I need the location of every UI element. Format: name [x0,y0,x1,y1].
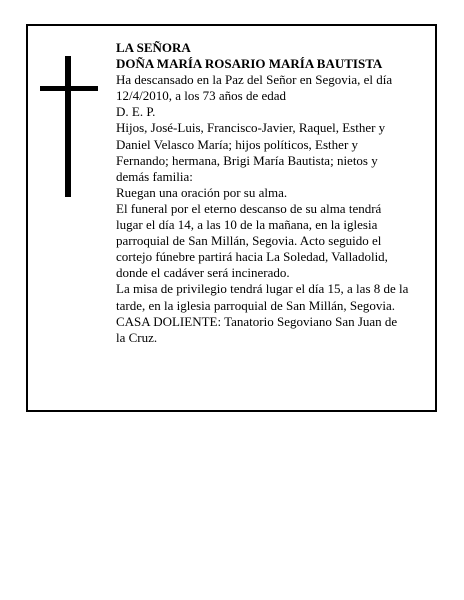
obituary-frame [26,24,437,412]
notice-line: CASA DOLIENTE: Tanatorio Segoviano San Juan de [116,313,398,329]
notice-line: La misa de privilegio tendrá lugar el día 15, a las 8 de la [116,281,409,297]
notice-line: Hijos, José-Luis, Francisco-Javier, Raquel, Esther y [116,120,386,136]
obituary-heading: LA SEÑORA [116,40,191,55]
notice-line: demás familia: [116,168,193,184]
notice-line: Ha descansado en la Paz del Señor en Segovia, el día [116,72,393,88]
cross-vertical-bar [65,56,71,197]
cross-icon [40,56,98,197]
notice-line: tarde, en la iglesia parroquial de San Millán, Segovia. [116,297,396,313]
notice-line: Ruegan una oración por su alma. [116,184,288,200]
notice-line: lugar el día 14, a las 10 de la mañana, en la iglesia [116,217,378,233]
notice-line: donde el cadáver será incinerado. [116,265,290,281]
cross-horizontal-bar [40,86,98,91]
notice-line: D. E. P. [116,104,156,120]
notice-line: parroquial de San Millán, Segovia. Acto seguido el [116,233,382,249]
notice-line: El funeral por el eterno descanso de su alma tendrá [116,200,382,216]
deceased-name: DOÑA MARÍA ROSARIO MARÍA BAUTISTA [116,56,383,72]
notice-line: 12/4/2010, a los 73 años de edad [116,88,287,104]
notice-line: Fernando; hermana, Brigi María Bautista; nietos y [116,152,378,168]
notice-line: la Cruz. [116,329,158,345]
notice-line: cortejo fúnebre partirá hacia La Soledad, Valladolid, [116,249,388,265]
notice-line: Daniel Velasco María; hijos políticos, Esther y [116,136,359,152]
obituary-text [116,40,428,346]
